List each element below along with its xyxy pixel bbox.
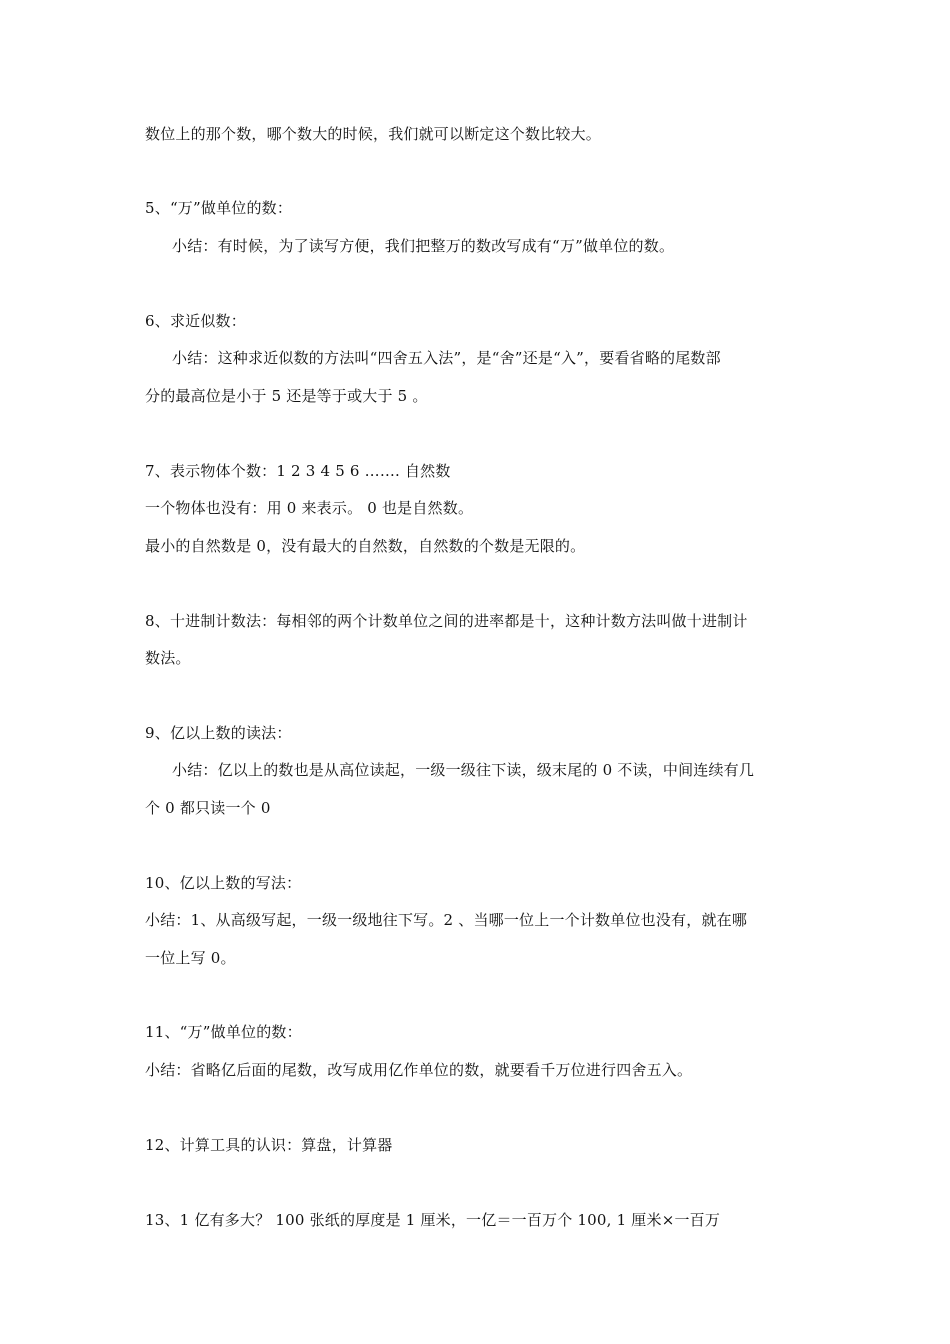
section-heading-6: 6、求近似数：	[145, 312, 246, 330]
text-line: 一个物体也没有：用 0 来表示。 0 也是自然数。	[145, 499, 474, 517]
text-line: 数位上的那个数，哪个数大的时候，我们就可以断定这个数比较大。	[145, 125, 602, 143]
section-heading-5: 5、“万”做单位的数：	[145, 199, 293, 217]
text-line: 一位上写 0。	[145, 949, 236, 967]
text-line: 个 0 都只读一个 0	[145, 799, 271, 817]
summary-line: 小结：有时候，为了读写方便，我们把整万的数改写成有“万”做单位的数。	[172, 237, 675, 255]
section-heading-8: 8、十进制计数法：每相邻的两个计数单位之间的进率都是十，这种计数方法叫做十进制计	[145, 612, 748, 630]
summary-line: 小结：亿以上的数也是从高位读起，一级一级往下读，级末尾的 0 不读，中间连续有几	[172, 761, 755, 779]
section-heading-13: 13、1 亿有多大？ 100 张纸的厚度是 1 厘米，一亿＝一百万个 100, 1 厘米×一百万	[145, 1211, 721, 1229]
summary-line: 小结：省略亿后面的尾数，改写成用亿作单位的数，就要看千万位进行四舍五入。	[145, 1061, 693, 1079]
section-heading-11: 11、“万”做单位的数：	[145, 1023, 302, 1041]
text-line: 分的最高位是小于 5 还是等于或大于 5 。	[145, 387, 428, 405]
section-heading-7: 7、表示物体个数：1 2 3 4 5 6 ……. 自然数	[145, 462, 451, 480]
summary-line: 小结：这种求近似数的方法叫“四舍五入法”，是“舍”还是“入”，要看省略的尾数部	[172, 349, 721, 367]
text-line: 最小的自然数是 0，没有最大的自然数，自然数的个数是无限的。	[145, 537, 586, 555]
section-heading-10: 10、亿以上数的写法：	[145, 874, 302, 892]
summary-line: 小结：1、从高级写起，一级一级地往下写。2 、当哪一位上一个计数单位也没有，就在哪	[145, 911, 748, 929]
text-line: 数法。	[145, 649, 191, 667]
section-heading-9: 9、亿以上数的读法：	[145, 724, 292, 742]
section-heading-12: 12、计算工具的认识：算盘，计算器	[145, 1136, 393, 1154]
